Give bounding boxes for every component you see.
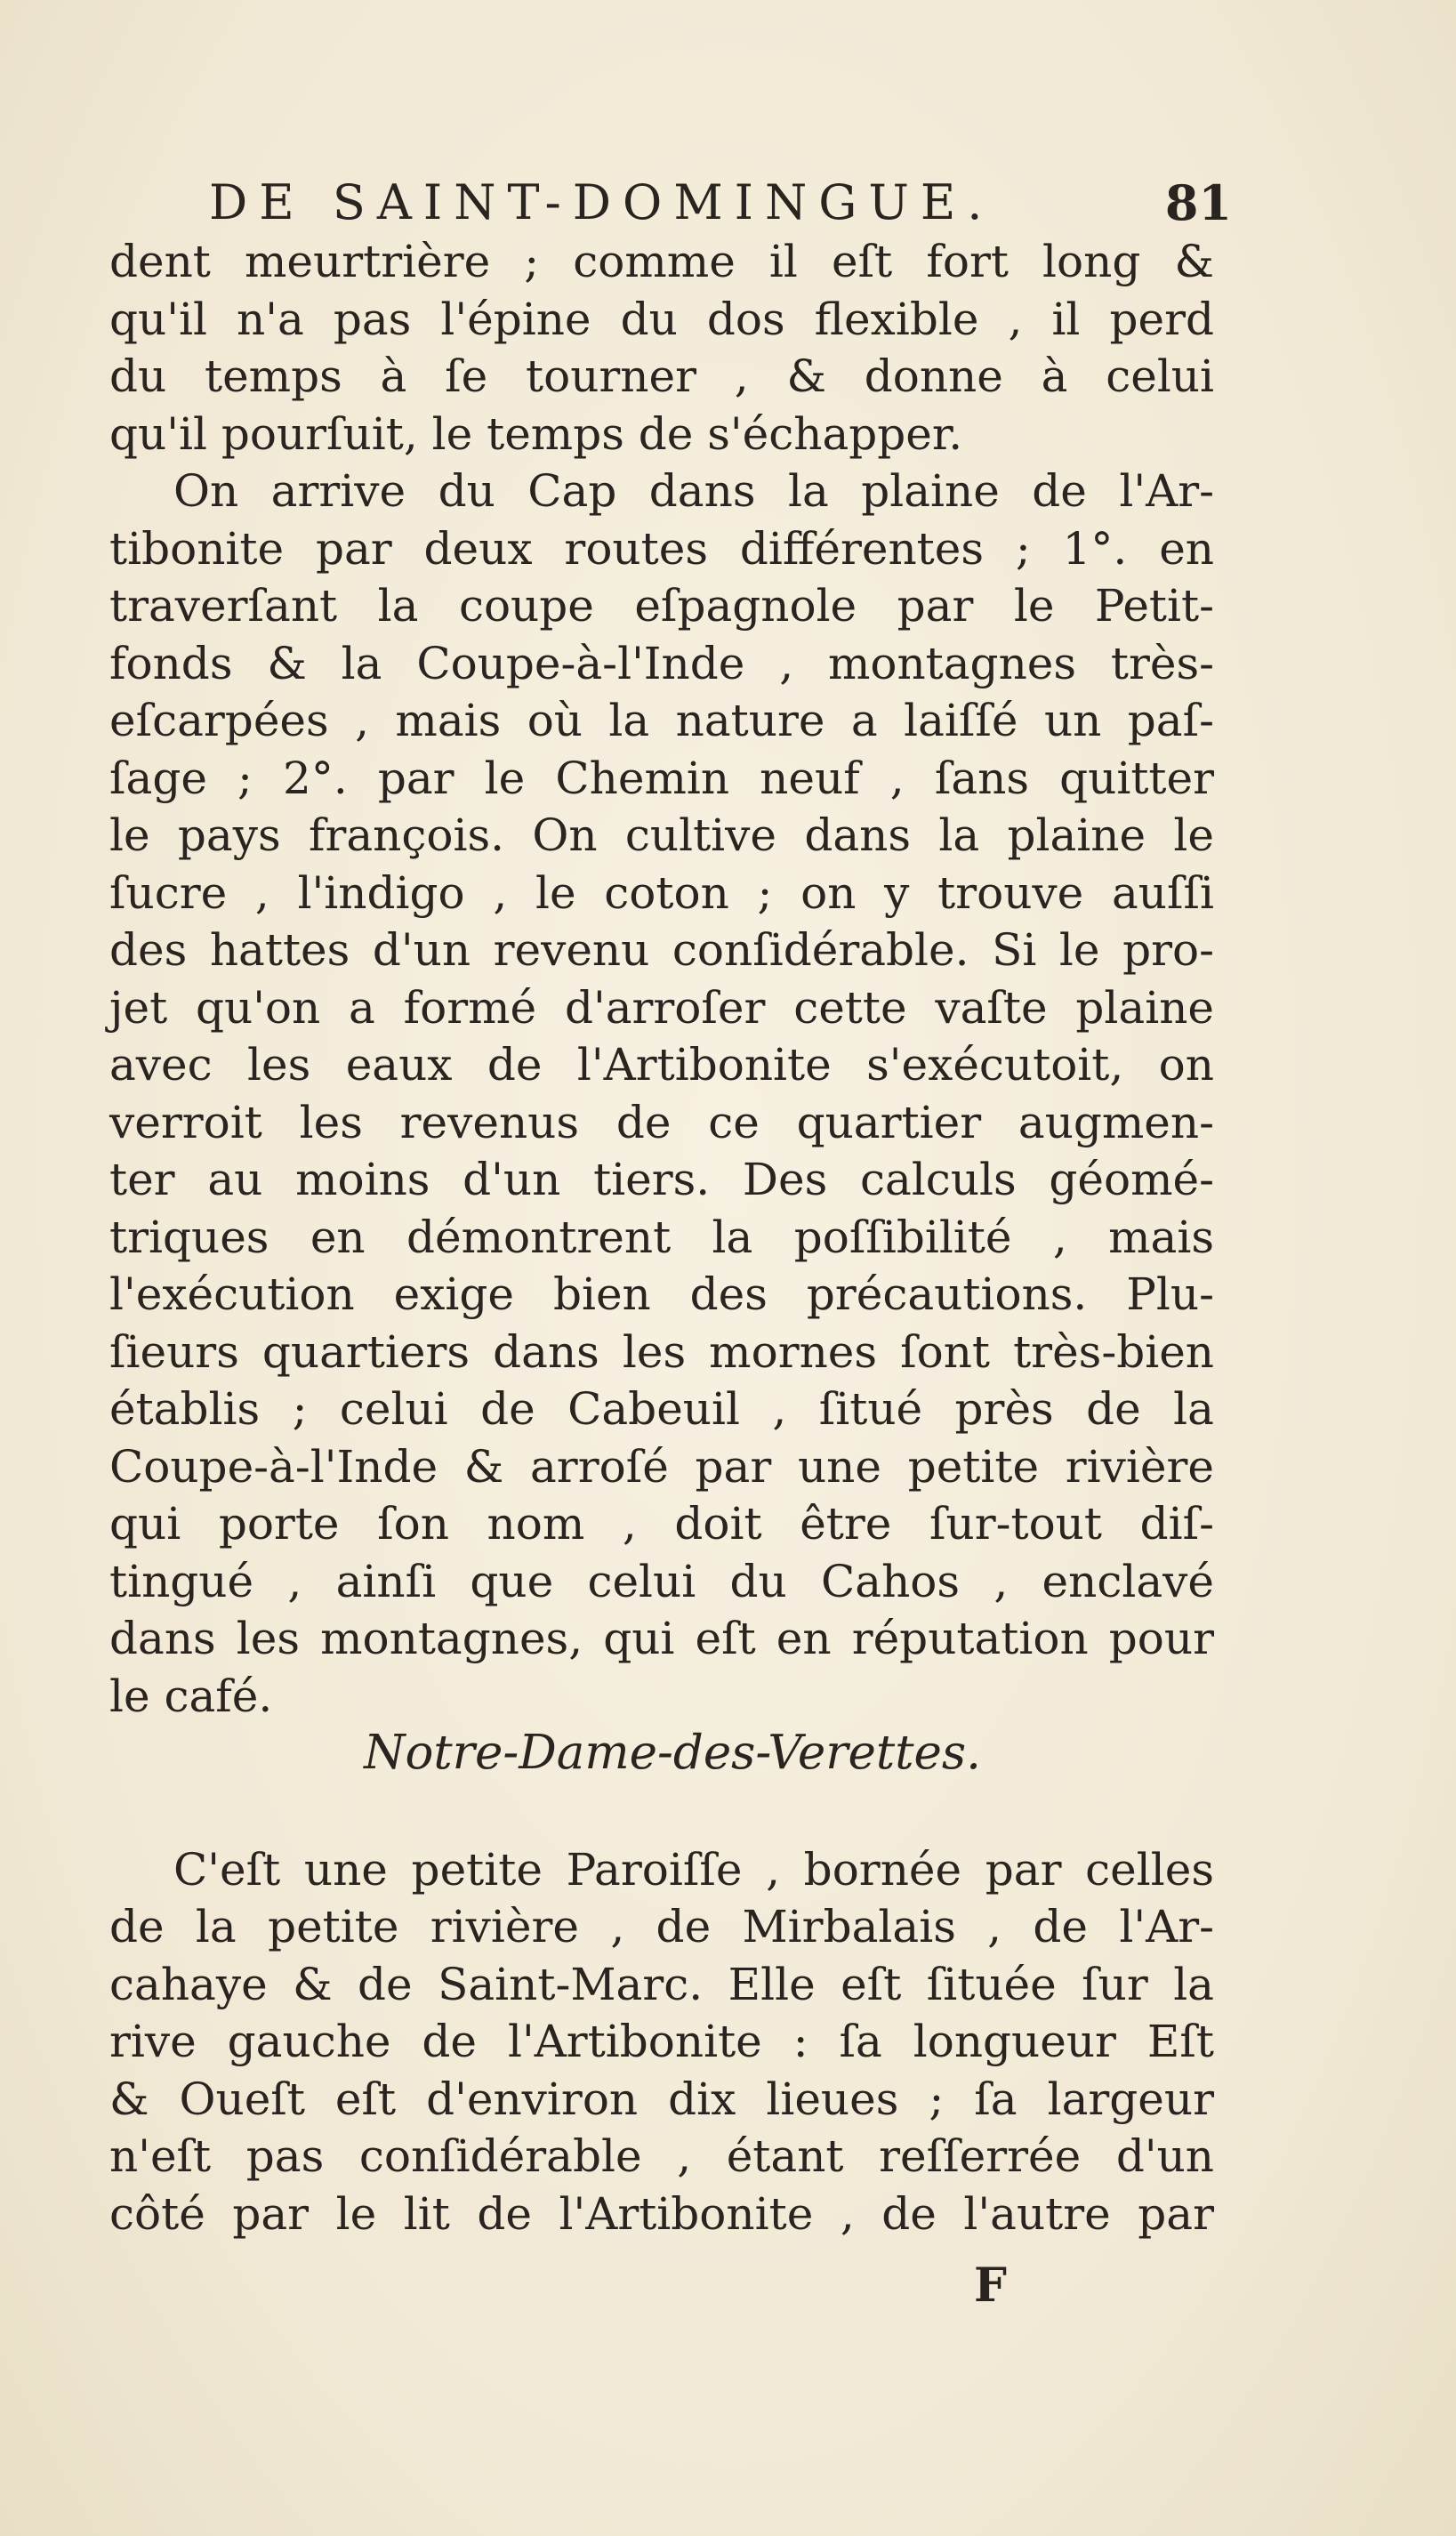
text-line: eſcarpées , mais où la nature a laiſſé un paſ- — [109, 695, 1214, 746]
body-text — [109, 233, 1214, 2242]
signature-mark: F — [974, 2258, 1007, 2313]
text-line: jet qu'on a formé d'arroſer cette vaſte plaine — [109, 981, 1214, 1034]
page-number: 81 — [1164, 174, 1232, 231]
section-heading: Notre-Dame-des-Verettes. — [364, 1726, 981, 1780]
paragraph-first-line: On arrive du Cap dans la plaine de l'Ar- — [173, 465, 1214, 517]
paragraph-first-line: C'eſt une petite Paroiſſe , bornée par celles — [173, 1843, 1214, 1896]
text-line: traverſant la coupe eſpagnole par le Petit- — [109, 580, 1214, 632]
text-line: avec les eaux de l'Artibonite s'exécutoit, on — [109, 1039, 1214, 1091]
text-line: qu'il n'a pas l'épine du dos flexible , il perd — [109, 293, 1214, 345]
text-line: tingué , ainſi que celui du Cahos , enclavé — [109, 1555, 1214, 1607]
text-line: ſage ; 2°. par le Chemin neuf , ſans quitter — [109, 752, 1214, 804]
text-line: n'eſt pas conſidérable , étant reſſerrée d'un — [109, 2130, 1214, 2182]
text-line: Coupe-à-l'Inde & arroſé par une petite rivière — [109, 1440, 1214, 1493]
text-line: le café. — [109, 1670, 273, 1722]
text-line: des hattes d'un revenu conſidérable. Si le pro- — [109, 924, 1214, 976]
text-line: triques en démontrent la poſſibilité , mais — [109, 1211, 1214, 1263]
text-line: ſucre , l'indigo , le coton ; on y trouve auſſi — [109, 866, 1214, 919]
text-line: côté par le lit de l'Artibonite , de l'autre par — [109, 2187, 1214, 2240]
text-line: qu'il pourſuit, le temps de s'échapper. — [109, 407, 963, 460]
text-line: qui porte ſon nom , doit être ſur-tout diſ- — [109, 1498, 1214, 1550]
text-line: & Oueſt eſt d'environ dix lieues ; ſa largeur — [109, 2073, 1214, 2125]
text-line: fonds & la Coupe-à-l'Inde , montagnes très- — [109, 637, 1214, 689]
text-line: tibonite par deux routes différentes ; 1°. en — [109, 522, 1214, 575]
text-line: l'exécution exige bien des précautions. Plu- — [109, 1268, 1214, 1320]
text-line: établis ; celui de Cabeuil , ſitué près de la — [109, 1383, 1214, 1435]
text-line: du temps à ſe tourner , & donne à celui — [109, 350, 1214, 402]
text-line: de la petite rivière , de Mirbalais , de l'Ar- — [109, 1901, 1214, 1952]
text-line: dent meurtrière ; comme il eſt fort long & — [109, 236, 1214, 287]
text-line: cahaye & de Saint-Marc. Elle eſt ſituée ſur la — [109, 1958, 1214, 2010]
running-head — [209, 167, 1232, 238]
text-line: ter au moins d'un tiers. Des calculs géomé- — [109, 1154, 1214, 1205]
text-line: dans les montagnes, qui eſt en réputation pour — [109, 1613, 1214, 1664]
text-line: ſieurs quartiers dans les mornes ſont très-bien — [109, 1325, 1214, 1378]
running-head-title: DE SAINT-DOMINGUE. — [209, 174, 994, 230]
text-line: le pays françois. On cultive dans la plaine le — [109, 809, 1214, 861]
text-line: rive gauche de l'Artibonite : ſa longueur Eſt — [109, 2016, 1214, 2067]
text-line: verroit les revenus de ce quartier augmen- — [109, 1096, 1214, 1148]
